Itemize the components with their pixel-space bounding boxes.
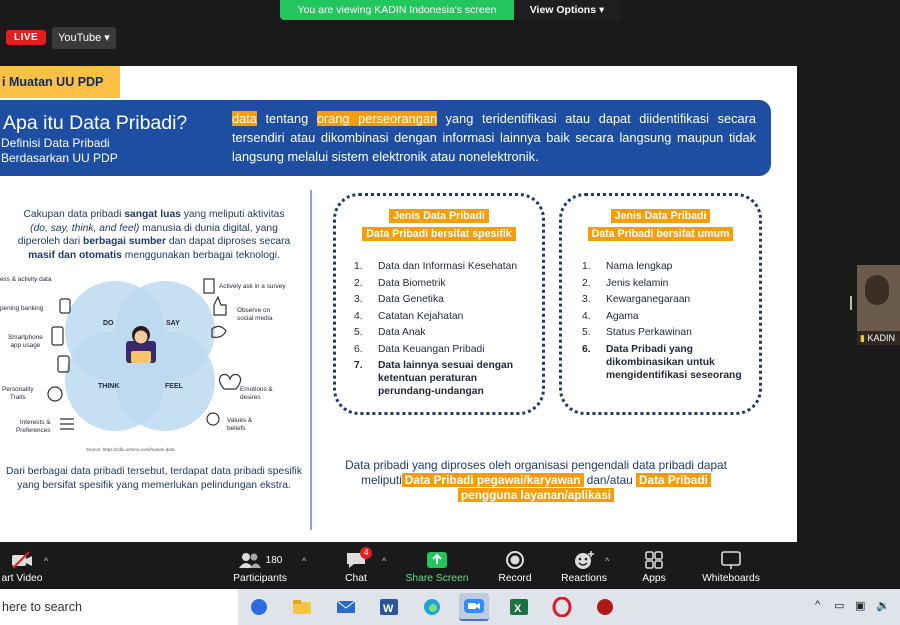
item-text: Agama bbox=[606, 310, 639, 322]
intro-d: (do, say, think, and feel) bbox=[30, 222, 140, 234]
label-personality-2: Traits bbox=[9, 393, 26, 401]
list-item bbox=[354, 293, 532, 306]
svg-text:W: W bbox=[383, 603, 394, 615]
definition-mid: tentang bbox=[256, 111, 317, 126]
item-text: Status Perkawinan bbox=[606, 327, 692, 338]
list-item bbox=[582, 310, 749, 323]
tray-display-icon[interactable]: ▣ bbox=[855, 600, 866, 612]
label-values bbox=[227, 417, 252, 432]
chat-button[interactable] bbox=[336, 547, 376, 584]
list-item bbox=[354, 359, 532, 398]
youtube-stream-button[interactable] bbox=[52, 27, 116, 49]
bank-phone-icon bbox=[52, 327, 63, 345]
thumbnail-drag-handle[interactable] bbox=[850, 296, 852, 310]
share-screen-label: Share Screen bbox=[405, 573, 469, 584]
participants-count: 180 bbox=[265, 554, 283, 566]
label-observe-1: Observe on bbox=[237, 307, 271, 314]
slide-subheading bbox=[1, 136, 118, 166]
intro-c: yang meliputi aktivitas bbox=[180, 209, 285, 220]
label-smartphone-2: app usage bbox=[10, 341, 41, 349]
taskbar-app-mail[interactable] bbox=[331, 593, 361, 621]
zoom-icon bbox=[463, 598, 485, 614]
do-say-think-feel-diagram bbox=[0, 271, 310, 451]
item-number: 5. bbox=[582, 327, 591, 338]
list-item bbox=[354, 326, 532, 339]
list-item bbox=[354, 260, 532, 273]
signal-bars-icon: ▮ bbox=[860, 333, 865, 343]
whiteboards-button[interactable] bbox=[696, 547, 766, 584]
participant-name: KADIN bbox=[867, 333, 895, 343]
highlight-data-pribadi: Data Pribadi bbox=[636, 473, 711, 487]
participant-name-label bbox=[857, 331, 900, 345]
item-number: 3. bbox=[354, 294, 363, 305]
intro-i: masif dan otomatis bbox=[28, 249, 122, 261]
general-head-2: Data Pribadi bersifat umum bbox=[588, 227, 734, 241]
participant-video-tile[interactable] bbox=[857, 265, 900, 345]
item-number: 2. bbox=[354, 277, 363, 289]
highlight-app-users: pengguna layanan/aplikasi bbox=[458, 488, 614, 502]
subheading-line-2: Berdasarkan UU PDP bbox=[1, 151, 118, 165]
excel-icon bbox=[509, 598, 529, 616]
bottom-text-mid: dan/atau bbox=[583, 473, 636, 487]
label-banking: pening banking bbox=[0, 305, 44, 312]
taskbar-search-box[interactable]: here to search bbox=[0, 589, 238, 625]
share-screen-button[interactable] bbox=[402, 547, 472, 584]
chat-caret-icon[interactable]: ^ bbox=[382, 556, 387, 566]
youtube-stream-label: YouTube bbox=[58, 32, 102, 44]
list-item bbox=[582, 277, 749, 290]
item-text: Nama lengkap bbox=[606, 261, 673, 272]
label-smartphone-1: Smartphone bbox=[8, 334, 43, 341]
label-interests-1: Interests & bbox=[19, 419, 51, 426]
taskbar-app-opera[interactable] bbox=[547, 593, 577, 621]
chat-badge: 4 bbox=[360, 547, 372, 559]
item-number: 6. bbox=[354, 343, 363, 355]
intro-j: menggunakan berbagai teknologi. bbox=[121, 249, 280, 261]
opera-icon bbox=[552, 597, 572, 617]
taskbar-app-edge[interactable] bbox=[417, 593, 447, 621]
view-options-label: View Options bbox=[529, 4, 597, 16]
reactions-button[interactable] bbox=[557, 547, 611, 584]
item-number: 7. bbox=[354, 360, 363, 371]
reactions-icon bbox=[557, 547, 611, 573]
video-off-icon bbox=[0, 547, 44, 573]
screen-share-banner bbox=[280, 0, 620, 20]
controller-data-text bbox=[326, 458, 746, 503]
label-fitness: ess & activity data bbox=[0, 276, 52, 283]
participants-button[interactable] bbox=[228, 547, 292, 584]
record-button[interactable] bbox=[494, 547, 536, 584]
slide-section-tab: i Muatan UU PDP bbox=[0, 66, 120, 98]
chevron-down-icon: ▾ bbox=[598, 4, 605, 16]
venn-do: DO bbox=[103, 320, 114, 327]
list-item bbox=[354, 277, 532, 290]
svg-text:X: X bbox=[514, 603, 522, 615]
reactions-label: Reactions bbox=[561, 573, 607, 584]
intro-e: manusia di dunia digital, yang bbox=[139, 222, 278, 234]
list-item bbox=[582, 343, 749, 382]
item-text: Data Biometrik bbox=[378, 277, 446, 289]
word-icon bbox=[379, 598, 399, 616]
item-number: 5. bbox=[354, 327, 363, 338]
start-video-label: art Video bbox=[1, 573, 43, 584]
tray-chevron-up-icon[interactable]: ^ bbox=[815, 599, 821, 611]
label-interests-2: Preferences bbox=[16, 426, 51, 434]
item-text: Catatan Kejahatan bbox=[378, 310, 464, 322]
record-label: Record bbox=[498, 573, 532, 584]
definition-rest: yang teridentifikasi atau dapat diidentifikasi secara tersendiri atau dikombinasi dengan informasi lainnya baik secara langsung maupun tidak langsung melalui sistem elektronik atau nonelektronik. bbox=[232, 111, 756, 164]
item-text: Data Keuangan Pribadi bbox=[378, 343, 485, 355]
venn-think: THINK bbox=[98, 383, 120, 390]
list-item bbox=[354, 310, 532, 323]
video-options-caret-icon[interactable]: ^ bbox=[44, 556, 49, 566]
item-text: Data lainnya sesuai dengan ketentuan peraturan perundang-undangan bbox=[378, 360, 514, 397]
folder-icon bbox=[292, 599, 312, 615]
brain-icon bbox=[48, 387, 62, 401]
list-item bbox=[582, 293, 749, 306]
scope-intro-text bbox=[0, 208, 308, 262]
general-data-panel bbox=[559, 193, 762, 415]
label-emotions bbox=[240, 386, 273, 401]
apps-button[interactable] bbox=[636, 547, 672, 584]
start-video-button[interactable] bbox=[0, 547, 44, 584]
highlight-person: orang perseorangan bbox=[316, 111, 438, 126]
tray-volume-icon[interactable]: 🔉 bbox=[876, 600, 890, 612]
item-text: Data dan Informasi Kesehatan bbox=[378, 261, 518, 272]
slide-heading: Apa itu Data Pribadi? bbox=[3, 112, 188, 134]
view-options-button[interactable] bbox=[514, 0, 620, 20]
label-emotions-2: desires bbox=[240, 393, 261, 401]
venn-feel: FEEL bbox=[165, 383, 183, 390]
shared-slide bbox=[0, 66, 797, 542]
zoom-toolbar bbox=[0, 545, 900, 589]
intro-b: sangat luas bbox=[124, 209, 181, 220]
specific-note-text: Dari berbagai data pribadi tersebut, terdapat data pribadi spesifik yang bersifat spesifik yang memerlukan pelindungan ekstra. bbox=[6, 466, 302, 491]
participants-label: Participants bbox=[233, 573, 287, 584]
label-personality bbox=[2, 386, 34, 401]
taskbar-app-zoom[interactable] bbox=[459, 593, 489, 621]
label-survey: Actively ask in a survey bbox=[219, 283, 286, 290]
label-emotions-1: Emotions & bbox=[240, 386, 273, 393]
item-number: 4. bbox=[354, 310, 363, 322]
label-personality-1: Personality bbox=[2, 386, 34, 393]
label-interests bbox=[16, 419, 50, 434]
taskbar-app-explorer[interactable] bbox=[287, 593, 317, 621]
column-divider bbox=[310, 190, 312, 530]
subheading-line-1: Definisi Data Pribadi bbox=[1, 136, 110, 150]
apps-label: Apps bbox=[642, 573, 666, 584]
general-head-1: Jenis Data Pribadi bbox=[611, 209, 711, 223]
venn-say: SAY bbox=[166, 320, 180, 327]
taskbar-app-other[interactable] bbox=[590, 593, 620, 621]
windows-taskbar bbox=[0, 589, 900, 625]
edge-icon bbox=[422, 597, 442, 617]
definition-banner bbox=[0, 100, 771, 176]
item-number: 3. bbox=[582, 294, 591, 305]
item-number: 1. bbox=[354, 261, 363, 272]
whiteboard-icon bbox=[696, 547, 766, 573]
participant-silhouette bbox=[865, 275, 889, 305]
share-screen-icon bbox=[402, 547, 472, 573]
participants-icon bbox=[228, 547, 292, 573]
item-text: Kewarganegaraan bbox=[606, 294, 691, 305]
item-text: Data Genetika bbox=[378, 294, 444, 305]
label-smartphone bbox=[8, 334, 43, 349]
item-text: Data Pribadi yang dikombinasikan untuk mengidentifikasi seseorang bbox=[606, 343, 742, 381]
label-observe bbox=[237, 307, 273, 322]
label-values-2: beliefs bbox=[227, 424, 246, 432]
intro-h: dan dapat diproses secara bbox=[166, 236, 291, 247]
intro-a: Cakupan data pribadi bbox=[23, 209, 125, 220]
label-values-1: Values & bbox=[227, 417, 253, 424]
whiteboards-label: Whiteboards bbox=[702, 573, 760, 584]
heart-icon bbox=[219, 375, 240, 390]
item-number: 2. bbox=[582, 277, 591, 289]
specific-head-2: Data Pribadi bersifat spesifik bbox=[362, 227, 515, 241]
specific-data-panel bbox=[333, 193, 545, 415]
specific-head-1: Jenis Data Pribadi bbox=[389, 209, 489, 223]
sliders-icon bbox=[60, 419, 74, 429]
diagram-source: Source: https://cdlu.ovreno.com/human-data bbox=[86, 447, 175, 452]
intro-g: berbagai sumber bbox=[83, 236, 167, 247]
survey-icon bbox=[204, 279, 214, 293]
values-badge-icon bbox=[207, 413, 219, 425]
list-item bbox=[582, 326, 749, 339]
definition-text bbox=[232, 109, 756, 166]
item-number: 6. bbox=[582, 343, 591, 355]
watch-icon bbox=[60, 299, 70, 313]
tray-network-icon[interactable]: ▭ bbox=[834, 600, 845, 612]
item-number: 1. bbox=[582, 261, 591, 272]
specific-list bbox=[336, 260, 542, 398]
list-item bbox=[582, 260, 749, 273]
taskbar-app-chat[interactable] bbox=[244, 593, 274, 621]
item-text: Jenis kelamin bbox=[606, 277, 669, 289]
highlight-data: data bbox=[232, 111, 257, 126]
share-banner-text: You are viewing KADIN Indonesia's screen bbox=[297, 4, 497, 16]
record-icon bbox=[494, 547, 536, 573]
windows-chat-icon bbox=[249, 597, 269, 617]
bottom-text-a: Data pribadi yang diproses oleh organisasi pengendali data pribadi dapat meliputi bbox=[345, 458, 727, 487]
general-list bbox=[562, 260, 759, 382]
app-icon bbox=[595, 597, 615, 617]
chat-label: Chat bbox=[345, 573, 367, 584]
mail-icon bbox=[336, 599, 356, 615]
label-observe-2: social media bbox=[237, 314, 273, 322]
thumbs-up-icon bbox=[214, 297, 226, 315]
reactions-caret-icon[interactable]: ^ bbox=[605, 556, 610, 566]
taskbar-app-excel[interactable] bbox=[504, 593, 534, 621]
taskbar-app-word[interactable] bbox=[374, 593, 404, 621]
live-badge[interactable]: LIVE bbox=[6, 30, 46, 45]
list-item bbox=[354, 343, 532, 356]
caret-down-icon: ▾ bbox=[104, 32, 110, 44]
apps-icon bbox=[636, 547, 672, 573]
highlight-employee: Data Pribadi pegawai/karyawan bbox=[402, 473, 584, 487]
specific-panel-head bbox=[336, 206, 542, 242]
intro-f: diperoleh dari bbox=[17, 236, 84, 247]
item-text: Data Anak bbox=[378, 327, 426, 338]
general-panel-head bbox=[562, 206, 759, 242]
item-number: 4. bbox=[582, 310, 591, 322]
participants-caret-icon[interactable]: ^ bbox=[302, 556, 307, 566]
